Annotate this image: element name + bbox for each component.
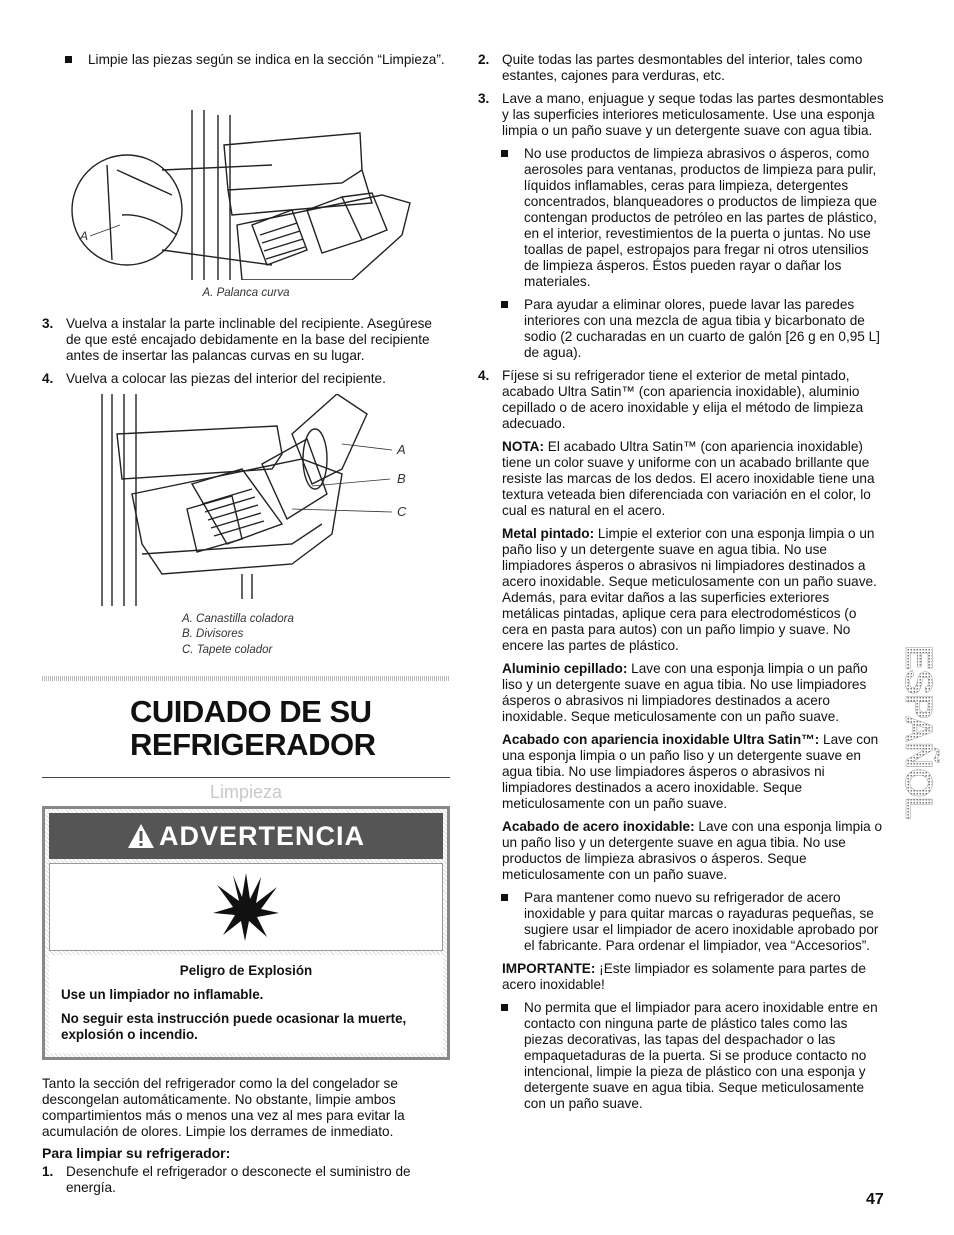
bin-illustration xyxy=(42,75,450,280)
title-line: REFRIGERADOR xyxy=(130,727,376,762)
list-item: Limpie las piezas según se indica en la sección “Limpieza”. xyxy=(42,52,450,68)
caption-line: B. Divisores xyxy=(182,628,244,640)
list-item: No permita que el limpiador para acero inoxidable entre en contacto con ninguna parte de plástico tales como las piezas decorativas, las tapas del despachador o las empaquetaduras de la puerta. Si se produce contacto no intencional, limpie la pieza de plástico con una esponja y detergente suave en agua tibia. Seque meticulosamente con un paño suave. xyxy=(478,1000,884,1112)
left-column xyxy=(42,52,450,1203)
warning-header: ADVERTENCIA xyxy=(49,813,443,859)
paragraph: Tanto la sección del refrigerador como la del congelador se descongelan automáticamente. No obstante, limpie ambos compartimientos más o menos una vez al mes para evitar la acumulación de olores. Limpie los derrames de inmediato. xyxy=(42,1076,405,1139)
caption-line: A. Canastilla coladora xyxy=(182,612,294,625)
divider xyxy=(42,777,450,778)
right-column xyxy=(478,52,884,1119)
ultra-satin-paragraph: Acabado con apariencia inoxidable Ultra Satin™: Lave con una esponja limpia o un paño liso y un detergente suave en agua tibia. No use limpiadores ásperos o abrasivos ni limpiadores destinados a acero inoxidable. Seque meticulosamente con un paño suave. xyxy=(502,732,879,811)
important-paragraph: IMPORTANTE: ¡Este limpiador es solamente para partes de acero inoxidable! xyxy=(502,961,866,992)
list-item: Para ayudar a eliminar olores, puede lavar las paredes interiores con una mezcla de agua tibia y bicarbonato de sodio (2 cucharadas en un cuarto de galón [26 g en 0,95 L] de agua). xyxy=(478,297,884,361)
explosion-icon-area xyxy=(49,863,443,951)
language-side-tab xyxy=(898,645,940,830)
warning-triangle-icon xyxy=(127,823,155,849)
step-item: 4. Fíjese si su refrigerador tiene el exterior de metal pintado, acabado Ultra Satin™ (con apariencia inoxidable), aluminio cepillado o de acero inoxidable y elija el método de limpieza adecuado. xyxy=(478,368,864,431)
warning-box xyxy=(42,806,450,1060)
list-item: No use productos de limpieza abrasivos o ásperos, como aerosoles para ventanas, productos de limpieza para pulir, líquidos inflamables, ceras para limpieza, detergentes concentrados, blanqueadores o productos de limpieza que contengan productos de petróleo en las partes de plástico, en el interior, revestimientos de la puerta o juntas. No use toallas de papel, estropajos para fregar ni otros utensilios de limpieza ásperos. Éstos pueden rayar o dañar los materiales. xyxy=(478,146,884,290)
figure-captions xyxy=(42,612,450,659)
explosion-icon xyxy=(211,871,281,943)
subsection-title: Limpieza xyxy=(209,782,283,802)
fig2-label-a: A xyxy=(397,441,406,457)
list-item: Para mantener como nuevo su refrigerador de acero inoxidable y para quitar marcas o rayaduras pequeñas, se sugiere usar el limpiador de acero inoxidable aprobado por el fabricante. Para ordenar el limpiador, vea “Accesorios”. xyxy=(478,890,884,954)
fig2-label-c: C xyxy=(397,503,407,519)
painted-metal-paragraph: Metal pintado: Limpie el exterior con una esponja limpia o un paño liso y un detergente suave en agua tibia. No use limpiadores ásperos o abrasivos ni limpiadores destinados a acero inoxidable. Seque meticulosamente con un paño suave. Además, para evitar daños a las superficies exteriores metálicas pintadas, aplique cera para electrodomésticos (o cera en pasta para autos) con un paño limpio y suave. No encere las partes de plástico. xyxy=(502,526,877,653)
fig1-label-a: A xyxy=(80,229,89,243)
note-paragraph: NOTA: El acabado Ultra Satin™ (con apariencia inoxidable) tiene un color suave y uniforme con un acabado brillante que resiste las marcas de los dedos. El acero inoxidable tiene una textura veteada bien diferenciada con variación en el color, lo cual es natural en el acero. xyxy=(502,439,875,518)
warning-title: Peligro de Explosión xyxy=(179,963,313,978)
figure-caption: A. Palanca curva xyxy=(202,287,290,299)
brushed-aluminum-paragraph: Aluminio cepillado: Lave con una esponja limpia o un paño liso y un detergente suave en agua tibia. No use limpiadores ásperos o abrasivos ni limpiadores destinados a acero inoxidable. Seque meticulosamente con un paño suave. xyxy=(502,661,868,724)
caption-line: C. Tapete colador xyxy=(182,643,273,656)
step-item: 4. Vuelva a colocar las piezas del interior del recipiente. xyxy=(42,370,386,386)
warning-text xyxy=(49,955,443,1053)
warning-line: Use un limpiador no inflamable. xyxy=(61,987,264,1002)
strainer-illustration xyxy=(42,394,450,606)
page-number: 47 xyxy=(866,1191,884,1208)
step-item: 2. Quite todas las partes desmontables del interior, tales como estantes, cajones para verduras, etc. xyxy=(478,52,863,83)
side-tab-text: ESPAÑOL xyxy=(898,645,939,819)
step-item: 3. Lave a mano, enjuague y seque todas las partes desmontables y las superficies interiores meticulosamente. Use una esponja limpia o un paño suave y un detergente suave con agua tibia. xyxy=(478,91,884,138)
fig2-label-b: B xyxy=(397,470,406,486)
figure-strainer xyxy=(42,394,450,606)
stainless-paragraph: Acabado de acero inoxidable: Lave con una esponja limpia o un paño liso y un detergente suave en agua tibia. No use productos de limpieza abrasivos o ásperos. Seque meticulosamente con un paño suave. xyxy=(502,819,883,882)
step-item: 3. Vuelva a instalar la parte inclinable del recipiente. Asegúrese de que esté encajado debidamente en la base del recipiente antes de insertar las palancas curvas en su lugar. xyxy=(42,315,432,363)
step-item: 1. Desenchufe el refrigerador o desconecte el suministro de energía. xyxy=(42,1164,411,1195)
warning-line: No seguir esta instrucción puede ocasionar la muerte, explosión o incendio. xyxy=(61,1011,407,1042)
title-line: CUIDADO DE SU xyxy=(130,694,372,729)
procedure-heading: Para limpiar su refrigerador: xyxy=(42,1145,231,1161)
figure-curved-lever xyxy=(42,75,450,280)
section-title xyxy=(42,681,450,773)
